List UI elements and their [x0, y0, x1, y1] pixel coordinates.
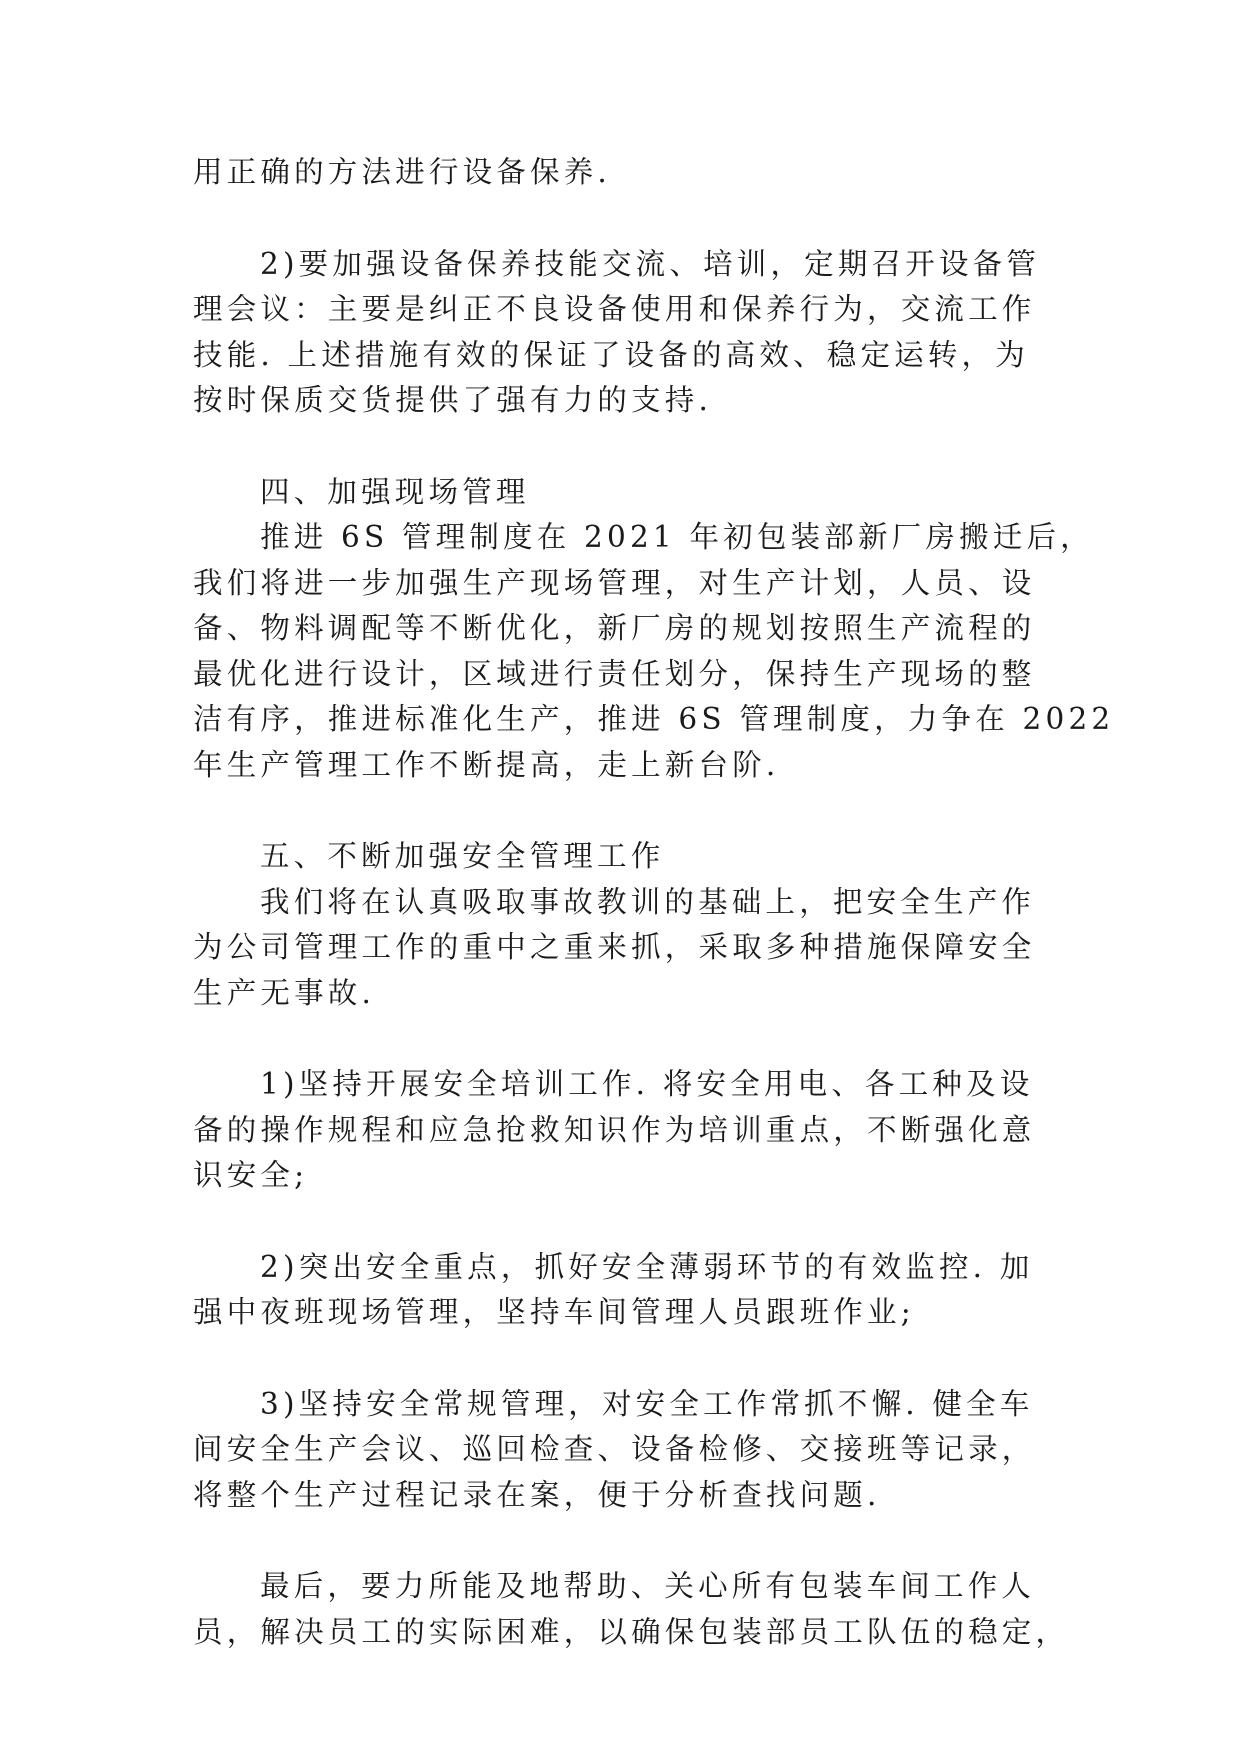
- text-line: 我们将在认真吸取事故教训的基础上，把安全生产作: [260, 884, 1036, 919]
- text-line: 1)坚持开展安全培训工作. 将安全用电、各工种及设: [260, 1067, 1034, 1101]
- text-line: 最后，要力所能及地帮助、关心所有包装车间工作人: [260, 1569, 1036, 1603]
- paragraph-conclusion: [193, 1564, 1070, 1655]
- paragraph-safety-intro: [193, 880, 1053, 1017]
- text-line: 识安全;: [193, 1158, 309, 1192]
- text-line: 我们将进一步加强生产现场管理，对生产计划，人员、设: [193, 565, 1036, 600]
- section-heading-site-management: [193, 470, 1053, 516]
- section-heading: 五、不断加强安全管理工作: [260, 839, 665, 873]
- text-line: 最优化进行设计，区域进行责任划分，保持生产现场的整: [193, 656, 1036, 691]
- text-line: 为公司管理工作的重中之重来抓，采取多种措施保障安全: [193, 930, 1036, 964]
- document-body: [193, 150, 1115, 1655]
- text-line: 将整个生产过程记录在案，便于分析查找问题.: [193, 1477, 881, 1512]
- text-line: 员，解决员工的实际困难，以确保包装部员工队伍的稳定，: [193, 1614, 1070, 1649]
- text-line: 备的操作规程和应急抢救知识作为培训重点，不断强化意: [193, 1112, 1036, 1147]
- text-line: 间安全生产会议、巡回检查、设备检修、交接班等记录，: [193, 1432, 1036, 1466]
- text-line: 强中夜班现场管理，坚持车间管理人员跟班作业;: [193, 1295, 915, 1329]
- paragraph-maintenance-training: [193, 242, 1053, 424]
- paragraph-continuation: [193, 150, 1053, 196]
- text-line: 2)要加强设备保养技能交流、培训，定期召开设备管: [260, 246, 1041, 281]
- paragraph-6s-management: [193, 515, 1115, 788]
- text-line: 按时保质交货提供了强有力的支持.: [193, 383, 713, 417]
- paragraph-safety-training: [193, 1062, 1053, 1199]
- text-line: 技能. 上述措施有效的保证了设备的高效、稳定运转，为: [193, 337, 1029, 372]
- text-line: 用正确的方法进行设备保养.: [193, 155, 611, 189]
- section-heading-safety-management: [193, 834, 1053, 880]
- text-line: 洁有序，推进标准化生产，推进 6S 管理制度，力争在 2022: [193, 702, 1115, 736]
- text-line: 推进 6S 管理制度在 2021 年初包装部新厂房搬迁后，: [260, 520, 1094, 554]
- text-line: 备、物料调配等不断优化，新厂房的规划按照生产流程的: [193, 611, 1036, 645]
- section-heading: 四、加强现场管理: [260, 474, 530, 509]
- text-line: 年生产管理工作不断提高，走上新台阶.: [193, 747, 780, 782]
- text-line: 3)坚持安全常规管理，对安全工作常抓不懈. 健全车: [260, 1386, 1034, 1421]
- text-line: 2)突出安全重点，抓好安全薄弱环节的有效监控. 加: [260, 1249, 1034, 1284]
- text-line: 生产无事故.: [193, 975, 376, 1010]
- paragraph-safety-routine: [193, 1382, 1053, 1519]
- text-line: 理会议：主要是纠正不良设备使用和保养行为，交流工作: [193, 292, 1036, 326]
- paragraph-safety-focus: [193, 1245, 1053, 1336]
